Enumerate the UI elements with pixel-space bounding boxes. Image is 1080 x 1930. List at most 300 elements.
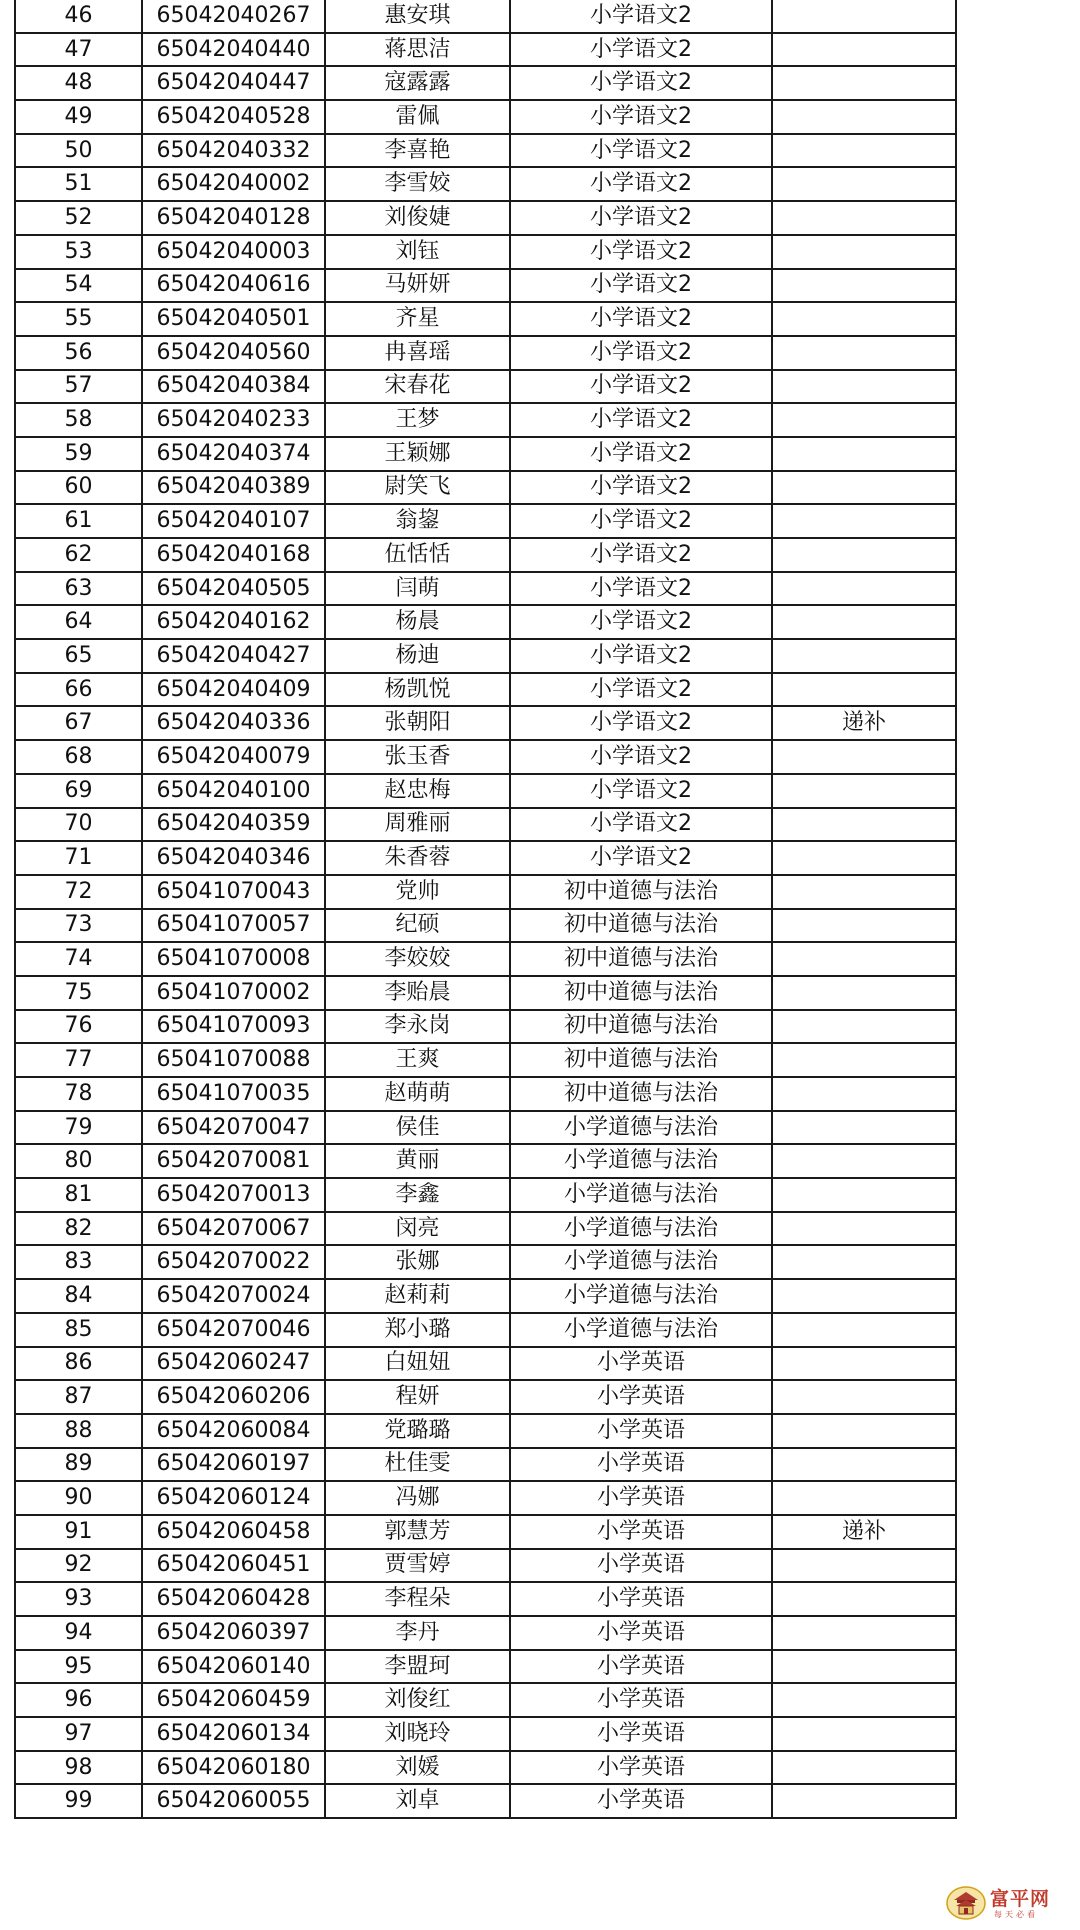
table-row — [15, 269, 956, 303]
cell-number: 67 — [15, 706, 142, 740]
cell-subject: 小学语文2 — [510, 167, 772, 201]
cell-subject: 初中道德与法治 — [510, 1010, 772, 1044]
cell-exam-id: 65042040389 — [142, 471, 325, 505]
cell-name: 贾雪婷 — [325, 1549, 510, 1583]
table-row — [15, 1245, 956, 1279]
cell-subject: 初中道德与法治 — [510, 976, 772, 1010]
cell-exam-id: 65042040427 — [142, 639, 325, 673]
cell-name: 纪硕 — [325, 909, 510, 943]
cell-number: 52 — [15, 201, 142, 235]
cell-exam-id: 65041070088 — [142, 1043, 325, 1077]
cell-exam-id: 65042060180 — [142, 1751, 325, 1785]
cell-subject: 小学语文2 — [510, 740, 772, 774]
cell-note — [772, 1279, 956, 1313]
cell-subject: 小学语文2 — [510, 471, 772, 505]
watermark-subtitle: 每天必看 — [994, 1910, 1038, 1919]
cell-subject: 小学语文2 — [510, 572, 772, 606]
cell-exam-id: 65041070043 — [142, 875, 325, 909]
cell-name: 刘晓玲 — [325, 1717, 510, 1751]
cell-subject: 小学英语 — [510, 1414, 772, 1448]
cell-note — [772, 942, 956, 976]
cell-exam-id: 65042040346 — [142, 841, 325, 875]
cell-subject: 小学语文2 — [510, 33, 772, 67]
cell-subject: 小学语文2 — [510, 639, 772, 673]
cell-number: 74 — [15, 942, 142, 976]
cell-name: 冉喜瑶 — [325, 336, 510, 370]
table-row — [15, 1178, 956, 1212]
cell-number: 49 — [15, 100, 142, 134]
cell-note — [772, 841, 956, 875]
table-row — [15, 1043, 956, 1077]
table-row — [15, 1582, 956, 1616]
cell-name: 冯娜 — [325, 1481, 510, 1515]
cell-subject: 小学语文2 — [510, 370, 772, 404]
cell-note — [772, 1043, 956, 1077]
cell-name: 惠安琪 — [325, 0, 510, 33]
cell-number: 64 — [15, 605, 142, 639]
table-row — [15, 875, 956, 909]
cell-note — [772, 1144, 956, 1178]
cell-note — [772, 0, 956, 33]
cell-subject: 小学道德与法治 — [510, 1212, 772, 1246]
table-row — [15, 471, 956, 505]
cell-note — [772, 1414, 956, 1448]
cell-note — [772, 134, 956, 168]
cell-number: 61 — [15, 504, 142, 538]
cell-note — [772, 66, 956, 100]
cell-number: 54 — [15, 269, 142, 303]
table-row — [15, 774, 956, 808]
cell-subject: 小学语文2 — [510, 538, 772, 572]
cell-number: 96 — [15, 1683, 142, 1717]
cell-note — [772, 302, 956, 336]
cell-number: 99 — [15, 1784, 142, 1818]
cell-number: 69 — [15, 774, 142, 808]
cell-name: 伍恬恬 — [325, 538, 510, 572]
cell-subject: 小学语文2 — [510, 808, 772, 842]
cell-name: 李盟珂 — [325, 1650, 510, 1684]
cell-number: 66 — [15, 673, 142, 707]
cell-note — [772, 1650, 956, 1684]
cell-note — [772, 774, 956, 808]
cell-exam-id: 65042060397 — [142, 1616, 325, 1650]
cell-note — [772, 504, 956, 538]
table-row — [15, 841, 956, 875]
cell-number: 50 — [15, 134, 142, 168]
cell-exam-id: 65042070046 — [142, 1313, 325, 1347]
cell-subject: 小学语文2 — [510, 437, 772, 471]
cell-note — [772, 437, 956, 471]
cell-exam-id: 65042040374 — [142, 437, 325, 471]
cell-name: 刘媛 — [325, 1751, 510, 1785]
cell-note — [772, 33, 956, 67]
cell-subject: 初中道德与法治 — [510, 942, 772, 976]
cell-subject: 小学英语 — [510, 1347, 772, 1381]
cell-name: 李雪姣 — [325, 167, 510, 201]
cell-subject: 小学英语 — [510, 1616, 772, 1650]
cell-note — [772, 167, 956, 201]
pagoda-logo-icon — [946, 1886, 986, 1920]
table-row — [15, 1481, 956, 1515]
cell-number: 82 — [15, 1212, 142, 1246]
cell-subject: 小学道德与法治 — [510, 1279, 772, 1313]
cell-note — [772, 1683, 956, 1717]
cell-note — [772, 740, 956, 774]
cell-note — [772, 235, 956, 269]
table-row — [15, 100, 956, 134]
cell-name: 齐星 — [325, 302, 510, 336]
cell-name: 赵忠梅 — [325, 774, 510, 808]
table-row — [15, 1144, 956, 1178]
cell-exam-id: 65042040616 — [142, 269, 325, 303]
cell-exam-id: 65042040162 — [142, 605, 325, 639]
cell-exam-id: 65041070093 — [142, 1010, 325, 1044]
cell-number: 59 — [15, 437, 142, 471]
cell-note — [772, 403, 956, 437]
cell-subject: 小学英语 — [510, 1784, 772, 1818]
cell-subject: 小学语文2 — [510, 134, 772, 168]
table-row — [15, 1784, 956, 1818]
cell-subject: 初中道德与法治 — [510, 875, 772, 909]
cell-subject: 初中道德与法治 — [510, 1043, 772, 1077]
cell-note — [772, 1549, 956, 1583]
cell-subject: 小学语文2 — [510, 66, 772, 100]
cell-subject: 小学语文2 — [510, 100, 772, 134]
cell-number: 71 — [15, 841, 142, 875]
cell-number: 51 — [15, 167, 142, 201]
cell-number: 70 — [15, 808, 142, 842]
cell-name: 马妍妍 — [325, 269, 510, 303]
cell-exam-id: 65042070067 — [142, 1212, 325, 1246]
cell-exam-id: 65042040267 — [142, 0, 325, 33]
cell-exam-id: 65042060134 — [142, 1717, 325, 1751]
cell-name: 李永岗 — [325, 1010, 510, 1044]
cell-exam-id: 65042040100 — [142, 774, 325, 808]
cell-number: 97 — [15, 1717, 142, 1751]
cell-number: 81 — [15, 1178, 142, 1212]
cell-exam-id: 65042060055 — [142, 1784, 325, 1818]
cell-note — [772, 1178, 956, 1212]
cell-note — [772, 976, 956, 1010]
table-row — [15, 673, 956, 707]
cell-note: 递补 — [772, 706, 956, 740]
site-watermark — [946, 1884, 1062, 1924]
cell-exam-id: 65041070057 — [142, 909, 325, 943]
cell-number: 88 — [15, 1414, 142, 1448]
cell-number: 65 — [15, 639, 142, 673]
cell-subject: 小学英语 — [510, 1549, 772, 1583]
cell-exam-id: 65042040560 — [142, 336, 325, 370]
cell-note — [772, 1582, 956, 1616]
cell-name: 王爽 — [325, 1043, 510, 1077]
cell-subject: 小学英语 — [510, 1380, 772, 1414]
cell-name: 李喜艳 — [325, 134, 510, 168]
cell-subject: 小学英语 — [510, 1650, 772, 1684]
cell-number: 83 — [15, 1245, 142, 1279]
table-row — [15, 909, 956, 943]
cell-subject: 小学英语 — [510, 1448, 772, 1482]
cell-name: 周雅丽 — [325, 808, 510, 842]
cell-subject: 小学语文2 — [510, 302, 772, 336]
cell-note — [772, 1717, 956, 1751]
cell-number: 85 — [15, 1313, 142, 1347]
cell-note — [772, 605, 956, 639]
cell-exam-id: 65041070002 — [142, 976, 325, 1010]
cell-note — [772, 336, 956, 370]
cell-name: 李程朵 — [325, 1582, 510, 1616]
cell-note — [772, 1751, 956, 1785]
cell-number: 91 — [15, 1515, 142, 1549]
cell-number: 90 — [15, 1481, 142, 1515]
cell-exam-id: 65042040384 — [142, 370, 325, 404]
cell-name: 刘俊婕 — [325, 201, 510, 235]
cell-name: 赵莉莉 — [325, 1279, 510, 1313]
cell-note — [772, 1481, 956, 1515]
cell-exam-id: 65042040409 — [142, 673, 325, 707]
cell-subject: 小学语文2 — [510, 336, 772, 370]
cell-exam-id: 65042060140 — [142, 1650, 325, 1684]
table-row — [15, 1111, 956, 1145]
cell-number: 87 — [15, 1380, 142, 1414]
cell-number: 79 — [15, 1111, 142, 1145]
cell-number: 58 — [15, 403, 142, 437]
table-row — [15, 740, 956, 774]
table-row — [15, 639, 956, 673]
table-row — [15, 1212, 956, 1246]
cell-number: 98 — [15, 1751, 142, 1785]
cell-name: 尉笑飞 — [325, 471, 510, 505]
table-row — [15, 1279, 956, 1313]
cell-note — [772, 808, 956, 842]
watermark-title: 富平网 — [990, 1888, 1051, 1910]
cell-number: 60 — [15, 471, 142, 505]
cell-name: 宋春花 — [325, 370, 510, 404]
cell-note — [772, 201, 956, 235]
cell-note — [772, 471, 956, 505]
cell-exam-id: 65041070035 — [142, 1077, 325, 1111]
roster-body — [15, 0, 956, 1818]
table-row — [15, 1683, 956, 1717]
cell-subject: 小学英语 — [510, 1481, 772, 1515]
table-row — [15, 706, 956, 740]
cell-exam-id: 65042070081 — [142, 1144, 325, 1178]
cell-subject: 小学英语 — [510, 1683, 772, 1717]
table-row — [15, 1515, 956, 1549]
cell-exam-id: 65042040447 — [142, 66, 325, 100]
cell-number: 93 — [15, 1582, 142, 1616]
cell-exam-id: 65042040501 — [142, 302, 325, 336]
cell-note — [772, 1616, 956, 1650]
cell-number: 46 — [15, 0, 142, 33]
cell-number: 47 — [15, 33, 142, 67]
cell-exam-id: 65042040359 — [142, 808, 325, 842]
cell-exam-id: 65042040168 — [142, 538, 325, 572]
table-row — [15, 302, 956, 336]
cell-exam-id: 65042060459 — [142, 1683, 325, 1717]
cell-exam-id: 65042040528 — [142, 100, 325, 134]
cell-exam-id: 65042070024 — [142, 1279, 325, 1313]
cell-subject: 小学道德与法治 — [510, 1313, 772, 1347]
cell-exam-id: 65042040003 — [142, 235, 325, 269]
cell-subject: 小学语文2 — [510, 504, 772, 538]
cell-number: 80 — [15, 1144, 142, 1178]
cell-name: 雷佩 — [325, 100, 510, 134]
table-row — [15, 1717, 956, 1751]
cell-exam-id: 65042040079 — [142, 740, 325, 774]
cell-exam-id: 65042040233 — [142, 403, 325, 437]
cell-number: 63 — [15, 572, 142, 606]
cell-name: 郑小璐 — [325, 1313, 510, 1347]
cell-number: 53 — [15, 235, 142, 269]
table-row — [15, 201, 956, 235]
cell-name: 李贻晨 — [325, 976, 510, 1010]
cell-number: 48 — [15, 66, 142, 100]
cell-exam-id: 65041070008 — [142, 942, 325, 976]
cell-note — [772, 909, 956, 943]
cell-exam-id: 65042060124 — [142, 1481, 325, 1515]
cell-exam-id: 65042070022 — [142, 1245, 325, 1279]
cell-exam-id: 65042040002 — [142, 167, 325, 201]
cell-name: 党璐璐 — [325, 1414, 510, 1448]
cell-name: 张玉香 — [325, 740, 510, 774]
cell-note — [772, 1212, 956, 1246]
cell-name: 李丹 — [325, 1616, 510, 1650]
cell-note — [772, 673, 956, 707]
cell-note — [772, 269, 956, 303]
cell-name: 蒋思洁 — [325, 33, 510, 67]
cell-name: 党帅 — [325, 875, 510, 909]
cell-subject: 小学道德与法治 — [510, 1144, 772, 1178]
cell-exam-id: 65042070013 — [142, 1178, 325, 1212]
cell-note — [772, 1010, 956, 1044]
cell-subject: 小学语文2 — [510, 605, 772, 639]
table-row — [15, 336, 956, 370]
table-row — [15, 1077, 956, 1111]
cell-number: 89 — [15, 1448, 142, 1482]
cell-number: 68 — [15, 740, 142, 774]
cell-number: 72 — [15, 875, 142, 909]
cell-subject: 小学语文2 — [510, 841, 772, 875]
table-row — [15, 134, 956, 168]
cell-name: 杨迪 — [325, 639, 510, 673]
cell-number: 56 — [15, 336, 142, 370]
cell-exam-id: 65042070047 — [142, 1111, 325, 1145]
roster-table — [14, 0, 957, 1819]
cell-name: 闫萌 — [325, 572, 510, 606]
cell-number: 86 — [15, 1347, 142, 1381]
cell-number: 77 — [15, 1043, 142, 1077]
cell-exam-id: 65042060247 — [142, 1347, 325, 1381]
table-row — [15, 1414, 956, 1448]
cell-subject: 小学道德与法治 — [510, 1245, 772, 1279]
cell-exam-id: 65042060084 — [142, 1414, 325, 1448]
cell-exam-id: 65042060428 — [142, 1582, 325, 1616]
cell-subject: 小学英语 — [510, 1515, 772, 1549]
cell-note — [772, 370, 956, 404]
cell-number: 57 — [15, 370, 142, 404]
cell-subject: 小学英语 — [510, 1751, 772, 1785]
table-row — [15, 504, 956, 538]
cell-name: 刘钰 — [325, 235, 510, 269]
cell-subject: 小学语文2 — [510, 235, 772, 269]
table-row — [15, 605, 956, 639]
cell-exam-id: 65042060197 — [142, 1448, 325, 1482]
cell-name: 刘俊红 — [325, 1683, 510, 1717]
cell-exam-id: 65042060451 — [142, 1549, 325, 1583]
cell-subject: 初中道德与法治 — [510, 909, 772, 943]
cell-subject: 小学语文2 — [510, 774, 772, 808]
table-row — [15, 1448, 956, 1482]
cell-name: 郭慧芳 — [325, 1515, 510, 1549]
cell-note — [772, 572, 956, 606]
cell-note — [772, 1313, 956, 1347]
cell-subject: 小学道德与法治 — [510, 1178, 772, 1212]
table-row — [15, 1549, 956, 1583]
table-row — [15, 403, 956, 437]
table-row — [15, 942, 956, 976]
table-row — [15, 167, 956, 201]
cell-exam-id: 65042040332 — [142, 134, 325, 168]
cell-exam-id: 65042060458 — [142, 1515, 325, 1549]
cell-note — [772, 1245, 956, 1279]
cell-subject: 小学语文2 — [510, 201, 772, 235]
cell-note: 递补 — [772, 1515, 956, 1549]
table-row — [15, 808, 956, 842]
cell-subject: 小学语文2 — [510, 269, 772, 303]
table-row — [15, 1313, 956, 1347]
cell-name: 张朝阳 — [325, 706, 510, 740]
table-row — [15, 235, 956, 269]
table-row — [15, 1650, 956, 1684]
cell-number: 76 — [15, 1010, 142, 1044]
cell-name: 杨凯悦 — [325, 673, 510, 707]
cell-name: 翁鋆 — [325, 504, 510, 538]
cell-name: 杜佳雯 — [325, 1448, 510, 1482]
cell-note — [772, 1077, 956, 1111]
cell-number: 95 — [15, 1650, 142, 1684]
cell-note — [772, 100, 956, 134]
cell-exam-id: 65042040107 — [142, 504, 325, 538]
cell-number: 94 — [15, 1616, 142, 1650]
cell-number: 62 — [15, 538, 142, 572]
cell-subject: 小学道德与法治 — [510, 1111, 772, 1145]
table-row — [15, 1010, 956, 1044]
cell-note — [772, 1448, 956, 1482]
cell-name: 王梦 — [325, 403, 510, 437]
cell-exam-id: 65042040440 — [142, 33, 325, 67]
cell-note — [772, 1347, 956, 1381]
cell-exam-id: 65042040336 — [142, 706, 325, 740]
cell-number: 92 — [15, 1549, 142, 1583]
cell-subject: 小学语文2 — [510, 673, 772, 707]
cell-exam-id: 65042040128 — [142, 201, 325, 235]
table-row — [15, 538, 956, 572]
cell-name: 赵萌萌 — [325, 1077, 510, 1111]
cell-name: 侯佳 — [325, 1111, 510, 1145]
cell-name: 张娜 — [325, 1245, 510, 1279]
table-row — [15, 976, 956, 1010]
cell-exam-id: 65042040505 — [142, 572, 325, 606]
cell-note — [772, 538, 956, 572]
cell-note — [772, 1784, 956, 1818]
table-row — [15, 1347, 956, 1381]
table-row — [15, 33, 956, 67]
cell-subject: 小学语文2 — [510, 0, 772, 33]
cell-name: 李姣姣 — [325, 942, 510, 976]
cell-number: 73 — [15, 909, 142, 943]
cell-note — [772, 1111, 956, 1145]
table-row — [15, 437, 956, 471]
